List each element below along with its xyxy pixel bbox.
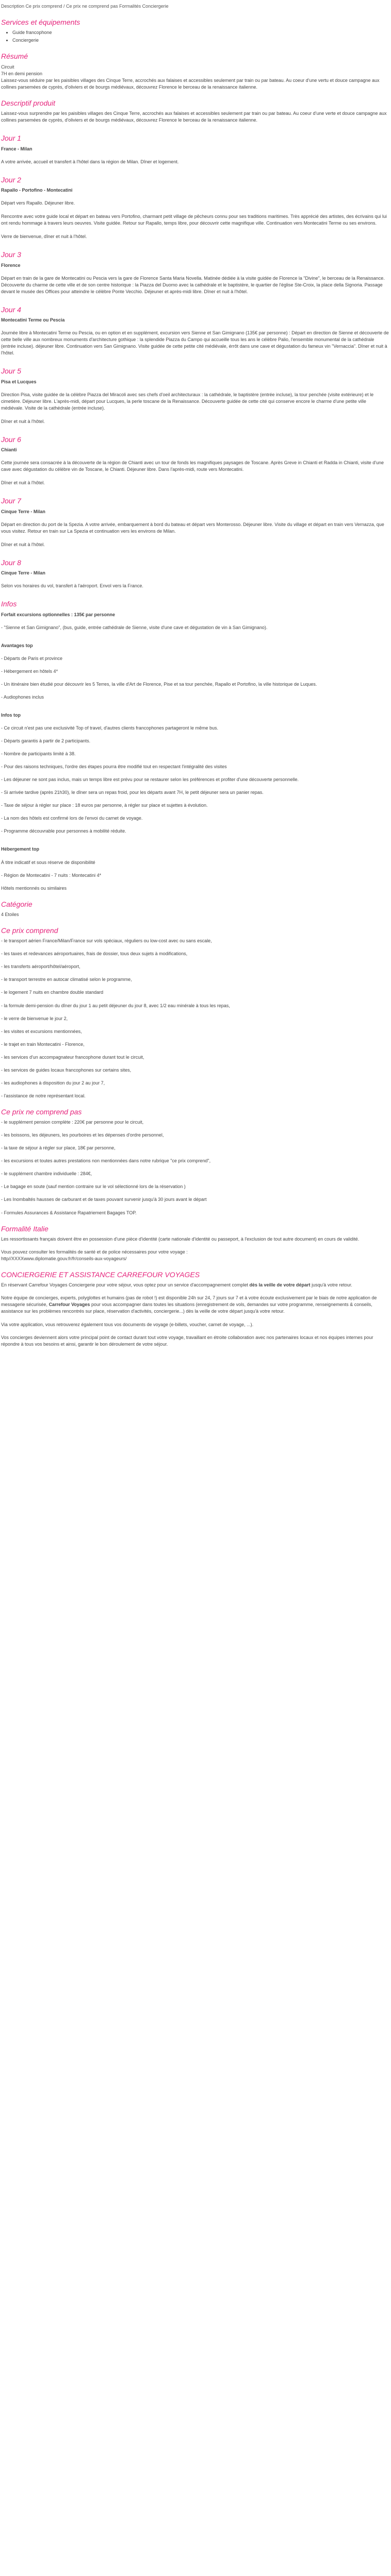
infos-line: - Nombre de participants limité à 38.	[1, 751, 76, 757]
day-text: Direction Pisa, visite guidée de la célèbre Piazza del Miracoli avec ses chefs d'oeil architecturaux : la cathédrale, le baptistère (entrée incluse), la tour penchée (visite extérieure) et le cimetière. Déjeuner libre. L'après-midi, départ pour Lucques, la perle toscane de la Renaissance. Découverte guidée de cette cité qui conserve encore le charme d'une petite ville médiévale. Visite de la cathédrale (entrée incluse). Dîner et nuit à l'hôtel.	[1, 392, 374, 424]
ne-comprend-list	[1, 1119, 389, 1216]
comprend-item: - le trajet en train Montecatini - Florence,	[1, 1041, 85, 1047]
infos-heading: Hébergement top	[1, 846, 40, 852]
formalites-text: Vous pouvez consulter les formalités de santé et de police nécessaires pour votre voyage :	[1, 1249, 188, 1255]
formalites-title: Formalité Italie	[1, 1224, 48, 1233]
day-block	[1, 434, 389, 487]
day-text: Départ en train de la gare de Montecatini ou Pescia vers la gare de Florence Santa Maria Novella. Matinée dédiée à la visite guidée de Florence la "Divine", le berceau de la Renaissance. Découverte du charme de cette ville et de son centre historique : la Piazza del Duomo avec la cathédrale et le baptistère, le quartier de l'église Ste-Croix, la place della Signoria. Passage devant le musée des Offices pour atteindre le célèbre Ponte Vecchio. Déjeuner et après-midi libre. Dîner et nuit à l'hôtel.	[1, 275, 385, 294]
conciergerie-text: Via votre application, vous retrouverez également tous vos documents de voyage (e-billets, voucher, carnet de voyage, ...).	[1, 1321, 254, 1327]
conciergerie-text-strong: Carrefour Voyages	[48, 1302, 90, 1308]
day-text: Départ en direction du port de la Spezia. A votre arrivée, embarquement à bord du bateau et départ vers Monterosso. Déjeuner libre. Visite du village et départ en train vers Vernazza, que vous visitez. Retour en train sur La Spezia et continuation vers les environs de Milan. Dîner et nuit à l'hôtel.	[1, 521, 384, 547]
conciergerie-text-strong: dès la veille de votre départ	[249, 1282, 311, 1288]
day-block	[1, 249, 389, 295]
day-text: Journée libre à Montecatini Terme ou Pescia, ou en option et en supplément, excursion vers Sienne et San Gimignano (135€ par personne) : Départ en direction de Sienne et découverte de cette belle ville aux nombreux monuments d'architecture gothique : la splendide Piazza du Campo qui accueille tous les ans le célèbre Palio, l'ensemble monumental de la cathédrale (entrée incluse). déjeuner libre. Continuation vers San Gimignano. Visite guidée de cette petite cité médiévale, érrôt dans une cave et dégustation du fameux vin "Vernaccia". Dîner et nuit à l'hôtel.	[1, 330, 389, 356]
conciergerie-text-part: Notre équipe de concierges, experts, polyglottes et humains (pas de robot !) est disponible 24h sur 24, 7 jours sur 7 et à votre écoute exclusivement par le biais de notre application de messagerie sécurisée,	[1, 1295, 377, 1308]
spacer	[1, 637, 389, 642]
ne-comprend-title: Ce prix ne comprend pas	[1, 1107, 82, 1116]
day-block	[1, 175, 389, 241]
day-title: Jour 1	[1, 134, 21, 143]
day-place: Chianti	[1, 447, 17, 453]
day-block	[1, 304, 389, 357]
day-place: Cinque Terre - Milan	[1, 509, 45, 514]
infos-line: À titre indicatif et sous réserve de disponibilité	[1, 859, 95, 865]
conciergerie-text-part: jusqu'à votre retour.	[312, 1282, 352, 1288]
infos-line: - Programme découvrable pour personnes à mobilité réduite.	[1, 828, 126, 834]
comprend-item: - les visites et excursions mentionnées,	[1, 1028, 82, 1034]
ne-comprend-item: - Le bagage en soute (sauf mention contraire sur le vol sélectionné lors de la réservation )	[1, 1184, 186, 1190]
infos-section	[1, 612, 389, 892]
comprend-item: - l'assistance de notre représentant local.	[1, 1093, 86, 1098]
categorie-value: 4 Etoiles	[1, 911, 19, 917]
day-block	[1, 496, 389, 548]
infos-line: - Audiophones inclus	[1, 694, 44, 700]
day-place: Florence	[1, 262, 21, 268]
day-title: Jour 8	[1, 558, 21, 567]
day-place: Rapallo - Portofino - Montecatini	[1, 188, 73, 193]
resume-line: Laissez-vous séduire par les paisibles villages des Cinque Terre, accrochés aux falaises et accessibles seulement par train ou par bateau. Au coeur d'une vertu et douce campagne aux collines parsemées de cyprès, d'oliviers et de bourgs médiévaux, découvrez Florence le berceau de la renaissance italienne.	[1, 77, 380, 90]
day-text: A votre arrivée, accueil et transfert à l'hôtel dans la région de Milan. Dîner et logement.	[1, 159, 179, 164]
day-place: France - Milan	[1, 146, 32, 151]
spacer	[1, 707, 389, 712]
comprend-item: - les services d'un accompagnateur francophone durant tout le circuit,	[1, 1054, 144, 1060]
ne-comprend-item: - le supplément pension complète : 220€ par personne pour le circuit,	[1, 1120, 144, 1125]
itinerary	[1, 133, 389, 589]
conciergerie-title: CONCIERGERIE ET ASSISTANCE CARREFOUR VOYAGES	[1, 1270, 200, 1279]
ne-comprend-item: - les boissons, les déjeuners, les pourboires et les dépenses d'ordre personnel,	[1, 1132, 164, 1138]
ne-comprend-item: - Les Inombaltés hausses de carburant et de taxes pouvant survenir jusqu'à 30 jours avant le départ	[1, 1197, 207, 1202]
day-title: Jour 3	[1, 250, 21, 259]
formalites-text: Les ressortissants français doivent être en possession d'une pièce d'identité (carte nationale d'identité ou passeport, à l'exclusion de tout autre document) en cours de validité.	[1, 1236, 360, 1242]
conciergerie-text: Vos concierges deviennent alors votre principal point de contact durant tout votre voyage, travaillant en étroite collaboration avec nos partenaires locaux et nos équipes internes pour répondre à tous vos besoins et ainsi, garantir le bon déroulement de votre séjour.	[1, 1334, 373, 1347]
infos-line: - Pour des raisons techniques, l'ordre des étapes pourra être modifié tout en respectant l'intégralité des visites	[1, 764, 227, 770]
comprend-list	[1, 938, 389, 1099]
resume-line: Circuit	[1, 64, 14, 70]
comprend-item: - les taxes et redevances aéroportuaires, frais de dossier, tous deux sujets à modifications,	[1, 951, 188, 957]
services-list	[1, 29, 389, 44]
infos-title: Infos	[1, 600, 17, 608]
infos-line: - Départs de Paris et province	[1, 655, 63, 661]
resume-title: Résumé	[1, 52, 28, 61]
infos-line: - La nom des hôtels est confirmé lors de l'envoi du carnet de voyage.	[1, 816, 143, 821]
conciergerie-text	[1, 1282, 389, 1289]
infos-heading: Forfait excursions optionnelles : 135€ par personne	[1, 612, 116, 617]
ne-comprend-item: - Formules Assurances & Assistance Rapatriement Bagages TOP.	[1, 1210, 137, 1215]
comprend-title: Ce prix comprend	[1, 926, 58, 935]
day-text: Cette journée sera consacrée à la découverte de la région de Chianti avec un tour de fonds les magnifiques paysages de Toscane. Après Greve in Chianti et Radda in Chianti, visite d'une cave avec dégustation du célèbre vin de Toscane, le Chianti. Déjeuner libre. Dans l'après-midi, route vers Montecatini. Dîner et nuit à l'hôtel.	[1, 460, 384, 486]
conciergerie-text-part: En réservant Carrefour Voyages Conciergerie pour votre séjour, vous optez pour un service d'accompagnement complet	[1, 1282, 248, 1288]
day-title: Jour 4	[1, 305, 21, 314]
infos-line: - Un itinéraire bien étudié pour découvrir les 5 Terres, la ville d'Art de Florence, Pise et sa tour penchée, Rapallo et Portofino, la ville historique de Luques.	[1, 681, 317, 687]
conciergerie-text-part: pour vous accompagner dans toutes les situations (enregistrement de vols, demandes sur votre programme, renseignements & conseils, assistance sur les problèmes rencontrés sur place, réservation d'activités, conciergerie...) dès la veille de votre départ jusqu'à votre retour.	[1, 1302, 372, 1314]
list-item: • Guide francophone	[12, 29, 389, 36]
comprend-item: - la formule demi-pension du dîner du jour 1 au petit déjeuner du jour 8, avec 1/2 eau minérale à tous les repas,	[1, 1003, 230, 1008]
comprend-item: - le transport aérien France/Milan/France sur vols spéciaux, réguliers ou low-cost avec ou sans escale,	[1, 938, 212, 944]
comprend-item: - les audiophones à disposition du jour 2 au jour 7,	[1, 1080, 105, 1086]
day-block	[1, 133, 389, 165]
infos-line: - "Sienne et San Gimignano", (bus, guide, entrée cathédrale de Sienne, visite d'une cave et dégustation de vin à San Gimignano).	[1, 624, 268, 630]
descriptif-text: Laissez-vous surprendre par les paisibles villages des Cinque Terre, accrochés aux falaises et accessibles seulement par train ou par bateau. Au coeur d'une verte et douce campagne aux collines parsemées de cyprès, d'oliviers et de bourgs médiévaux, découvrez Florence le berceau de la renaissance italienne.	[1, 111, 387, 123]
infos-line: - Hébergement en hôtels 4*	[1, 668, 58, 674]
infos-line: - Ce circuit n'est pas une exclusivité Top of travel, d'autres clients francophones partageront le même bus.	[1, 725, 218, 731]
comprend-item: - le verre de bienvenue le jour 2,	[1, 1015, 68, 1021]
comprend-item: - le transport terrestre en autocar climatisé selon le programme,	[1, 977, 132, 982]
spacer	[1, 841, 389, 846]
comprend-item: - les transferts aéroport/hôtel/aéroport,	[1, 964, 80, 970]
infos-line: - Taxe de séjour à régler sur place : 18 euros par personne, à régler sur place et sujettes à évolution.	[1, 803, 208, 808]
breadcrumb: Description Ce prix comprend / Ce prix ne comprend pas Formalités Conciergerie	[1, 4, 169, 9]
ne-comprend-item: - la taxe de séjour à régler sur place, 18€ par personne,	[1, 1145, 116, 1151]
list-item: • Conciergerie	[12, 37, 389, 44]
descriptif-title: Descriptif produit	[1, 98, 56, 107]
day-place: Pisa et Lucques	[1, 379, 37, 384]
day-place: Cinque Terre - Milan	[1, 570, 45, 576]
day-text: Départ vers Rapallo. Déjeuner libre. Rencontre avec votre guide local et départ en bateau vers Portofino, charmant petit village de pêcheurs connu pour ses traditions maritimes. Très apprécié des artistes, des écrivains qui lui ont rendu hommage à travers leurs oeuvres. Visite guidée. Retour sur Rapallo, temps libre, pour découvrir cette magnifique ville. Continuation vers Montecatini Terme ou ses environs. Verre de bienvenue, dîner et nuit à l'hôtel.	[1, 200, 387, 240]
infos-line: - Départs garantis à partir de 2 participants.	[1, 738, 91, 744]
categorie-title: Catégorie	[1, 900, 32, 908]
day-place: Montecatini Terme ou Pescia	[1, 317, 65, 323]
ne-comprend-item: - le supplément chambre individuelle : 284€,	[1, 1171, 92, 1177]
infos-heading: Infos top	[1, 713, 21, 718]
day-text: Selon vos horaires du vol, transfert à l'aéroport. Envol vers la France.	[1, 583, 143, 589]
conciergerie-text	[1, 1295, 389, 1315]
infos-line: Hôtels mentionnés ou similaires	[1, 885, 67, 891]
comprend-item: - les services de guides locaux francophones sur certains sites,	[1, 1067, 132, 1073]
formalites-link[interactable]: http//XXXXwww.diplomatie.gouv.fr/fr/conseils-aux-voyageurs/	[1, 1256, 127, 1261]
day-block	[1, 366, 389, 425]
services-title: Services et équipements	[1, 18, 80, 27]
day-title: Jour 2	[1, 175, 21, 184]
day-title: Jour 7	[1, 497, 21, 505]
infos-line: - Les déjeuner ne sont pas inclus, mais un temps libre est prévu pour se restaurer selon les préférences et profiter d'une découverte personnelle.	[1, 777, 299, 783]
infos-line: - Si arrivée tardive (après 21h30), le dîner sera un repas froid, pour les départs avant 7H, le petit déjeuner sera un panier repas.	[1, 790, 264, 795]
ne-comprend-item: - les excursions et toutes autres prestations non mentionnées dans notre rubrique "ce prix comprend",	[1, 1158, 211, 1164]
comprend-item: - le logement 7 nuits en chambre double standard	[1, 990, 104, 995]
resume-line: 7H en demi pension	[1, 71, 43, 76]
infos-line: - Région de Montecatini - 7 nuits : Montecatini 4*	[1, 872, 102, 878]
day-title: Jour 5	[1, 367, 21, 376]
day-title: Jour 6	[1, 435, 21, 444]
infos-heading: Avantages top	[1, 642, 33, 648]
day-block	[1, 557, 389, 589]
